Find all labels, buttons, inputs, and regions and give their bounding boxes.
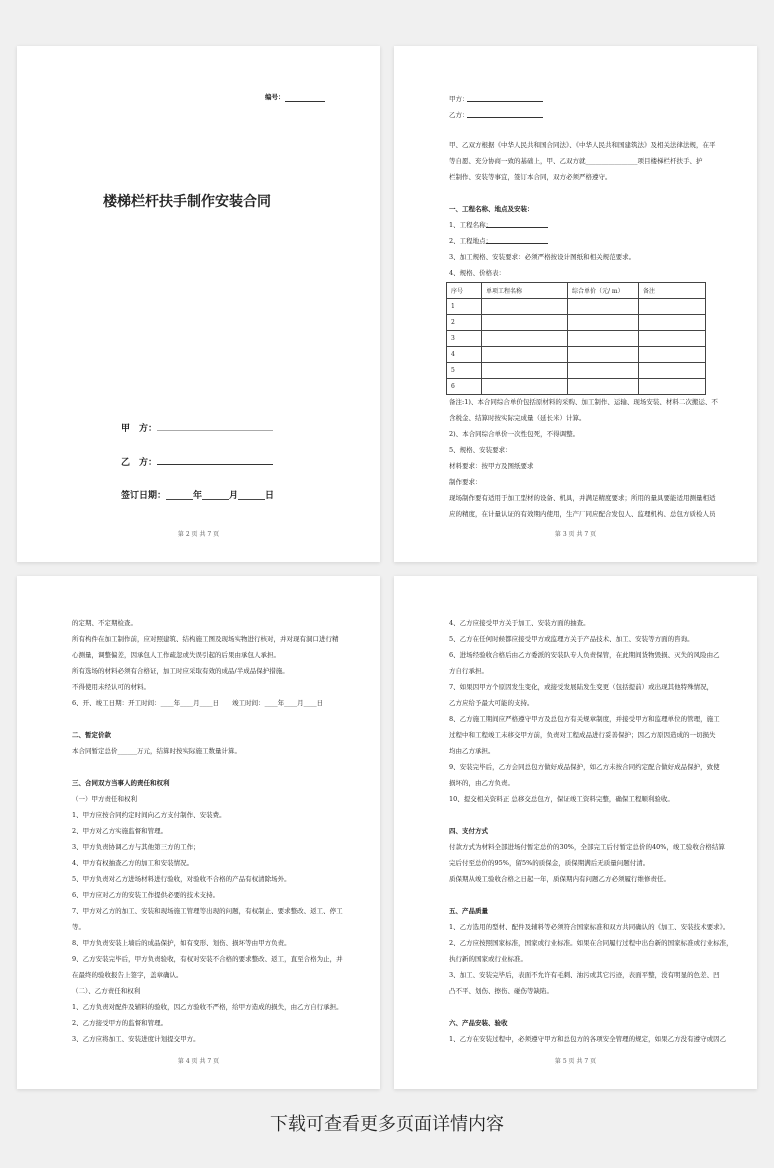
clause-line: 在最终的验收报告上签字，盖章确认。 [72,971,183,979]
clause-line: 5、甲方负责对乙方进场材料进行验收，对验收不合格的产品有权清除场外。 [72,875,291,883]
page-footer: 第 4 页 共 7 页 [177,1058,220,1065]
intro-line: 等自愿、充分协商一致的基础上，甲、乙双方就________________项目楼梯栏杆扶手、护 [449,157,703,165]
clause-line: 等。 [72,923,85,931]
payment-line: 付款方式为材料全部进场付暂定总价的30%，全部完工后付暂定总价的40%，竣工验收合格结算 [449,843,725,851]
table-cell: 2 [447,315,482,331]
clause-line: 8、甲方负责安装上墙后的成品保护，如有变形、划伤、损坏等由甲方负责。 [72,939,291,947]
clause-line: 9、乙方安装完毕后，甲方负责验收，有权对安装不合格的要求整改、返工，直至合格为止，并 [72,955,343,963]
price-table [446,282,706,395]
party-b-label: 乙方： [449,111,469,119]
quality-line: 2、乙方应按照国家标准，国家或行业标准。如果在合同履行过程中出台新的国家标准或行业标准， [449,939,733,947]
clause-line: 9、安装完毕后，乙方会同总包方做好成品保护，如乙方未按合同约定配合做好成品保护，致使 [449,763,720,771]
quality-line: 凸不平、划伤、擦伤、碰伤等缺陷。 [449,987,553,995]
clause-line: 3、乙方应将加工、安装进度计划提交甲方。 [72,1035,200,1043]
clause-line: 1、乙方负责对配件及辅料的验收，因乙方验收不严格，给甲方造成的损失，由乙方自行承担。 [72,1003,343,1011]
table-header-cell: 单项工程名称 [482,283,568,299]
spec-heading: 5、规格、安装要求： [449,446,512,454]
section-title: 二、暂定价款 [72,731,111,739]
material-requirement: 材料要求：按甲方及图纸要求 [449,462,534,470]
body-line: 本合同暂定总价______万元，结算时按实际施工数量计算。 [72,747,241,755]
page-5 [394,576,757,1089]
table-header-cell: 序号 [447,283,482,299]
contract-title: 楼梯栏杆扶手制作安装合同 [103,194,271,210]
make-requirement: 制作要求： [449,478,482,486]
project-location-label: 2、工程地点： [449,237,493,245]
price-table-label: 4、规格、价格表： [449,269,506,277]
table-cell: 3 [447,331,482,347]
body-line: 不得使用未经认可的材料。 [72,683,150,691]
table-header-row [447,283,706,299]
clause-line: 3、甲方负责协调乙方与其他第三方的工作； [72,843,200,851]
make-line: 现场制作要有适用于加工型材的设备、机具，并满足精度要求；所用的量具要能适用测量相适 [449,494,716,502]
page-2-cover [17,46,380,562]
table-row [447,315,706,331]
clause-line: 均由乙方承担。 [449,747,495,755]
schedule-line: 6、开、竣工日期：开工时间：____年____月____日 竣工时间：____年____月____日 [72,699,324,707]
clause-line: 6、进场经验收合格后由乙方委派的安装队专人负责保管，在此期间货物毁损、灭失的风险由乙 [449,651,720,659]
note-line: 备注:1)、本合同综合单价包括原材料的采购、加工制作、运输、现场安装、材料二次搬运、不 [449,398,718,406]
section-title: 三、合同双方当事人的责任和权利 [72,779,170,787]
section-title: 六、产品安装、验收 [449,1019,508,1027]
table-row [447,363,706,379]
payment-line: 完后付至总价的95%，留5%的质保金，质保期满后无质量问题付清。 [449,859,650,867]
table-row [447,331,706,347]
table-row [447,347,706,363]
quality-line: 1、乙方选用的型材、配件及辅料等必须符合国家标准和双方共同确认的《加工、安装技术要求》。 [449,923,730,931]
clause-line: 7、甲方对乙方的加工、安装和现场施工管理等出现的问题，有权制止、要求整改、返工、停工 [72,907,343,915]
clause-line: 过程中和工程竣工未移交甲方前，负责对工程成品进行妥善保护；因乙方原因造成的一切损失 [449,731,716,739]
party-b-label: 乙 方： [121,458,158,468]
clause-line: 7、如果因甲方个原因发生变化，或接受发展陆发生变更（包括提前）或出现其他特殊情况， [449,683,714,691]
page-footer: 第 2 页 共 7 页 [177,531,220,538]
party-b-line [467,117,543,118]
page-footer: 第 5 页 共 7 页 [554,1058,597,1065]
page-footer: 第 3 页 共 7 页 [554,531,597,538]
table-cell: 5 [447,363,482,379]
section-title: 四、支付方式 [449,827,488,835]
subsection-title: （二）、乙方责任和权利 [72,987,141,995]
clause-line: 乙方应给予最大可能的支持。 [449,699,534,707]
clause-line: 6、甲方应对乙方的安装工作提供必要的技术支持。 [72,891,220,899]
table-cell: 6 [447,379,482,395]
body-line: 心测量，调整偏差，因承包人工作疏忽或失误引起的后果由承包人承担。 [72,651,280,659]
table-header-cell: 综合单价（元/ m） [568,283,639,299]
contract-number-label: 编号： [265,93,285,101]
clause-line: 损坏的，由乙方负责。 [449,779,514,787]
party-a-line [467,101,543,102]
intro-line: 栏制作、安装等事宜，签订本合同，双方必须严格遵守。 [449,173,612,181]
clause-line: 2、乙方接受甲方的监督和管理。 [72,1019,168,1027]
intro-line: 甲、乙双方根据《中华人民共和国合同法》、《中华人民共和国建筑法》及相关法律法规，在平 [449,141,716,149]
clause-line: 10、提交相关资料正 总移交总包方，保证竣工资料完整，确保工程顺利验收。 [449,795,674,803]
body-line: 所有选场的材料必须有合格证，加工时应采取有效的成品/半成品保护措施。 [72,667,289,675]
party-a-label: 甲方： [449,95,469,103]
spec-line: 3、加工规格、安装要求：必须严格按设计图纸和相关规范要求。 [449,253,636,261]
sign-date: 签订日期：______年______月______日 [121,491,275,501]
make-line: 应的精度，在计量认证的有效期内使用，生产厂同应配合发包人、监理机构、总包方质检人员 [449,510,716,518]
body-line: 所有构件在加工制作前，应对照建筑、结构施工图及现场实物进行核对，并对现有洞口进行精 [72,635,339,643]
page-3 [394,46,757,562]
table-cell: 1 [447,299,482,315]
download-caption[interactable]: 下载可查看更多页面详情内容 [270,1114,504,1135]
page-4 [17,576,380,1089]
contract-number-line [285,101,325,102]
table-header-cell: 备注 [639,283,706,299]
quality-line: 执行新的国家或行业标准。 [449,955,527,963]
table-row [447,379,706,395]
project-location-line [486,243,548,244]
clause-line: 4、乙方应接受甲方关于加工、安装方面的抽查。 [449,619,590,627]
body-line: 的定期、不定期检查。 [72,619,137,627]
clause-line: 1、甲方应按合同约定时间向乙方支付制作、安装费。 [72,811,226,819]
table-row [447,299,706,315]
payment-line: 质保期从竣工验收合格之日起一年，质保期内有问题乙方必须履行维修责任。 [449,875,670,883]
party-b-line [157,464,273,465]
clause-line: 方自行承担。 [449,667,488,675]
clause-line: 4、甲方有权抽查乙方的加工和安装情况。 [72,859,194,867]
table-cell: 4 [447,347,482,363]
project-name-label: 1、工程名称： [449,221,493,229]
note-line: 2)、本合同综合单价一次性包死，不得调整。 [449,430,580,438]
subsection-title: （一）甲方责任和权利 [72,795,137,803]
section-title: 五、产品质量 [449,907,488,915]
install-line: 1、乙方在安装过程中，必须遵守甲方和总包方的各项安全管理的规定，如果乙方没有遵守或因乙 [449,1035,727,1043]
project-name-line [486,227,548,228]
quality-line: 3、加工、安装完毕后，表面不允许有毛刺、油污或其它污迹，表面平整，没有明显的色差、凹 [449,971,720,979]
clause-line: 8、乙方施工期间应严格遵守甲方及总包方有关规章制度，并接受甲方和监理单位的管理，施工 [449,715,720,723]
party-a-line [157,430,273,431]
clause-line: 5、乙方在任何时候都应接受甲方或监理方关于产品技术、加工、安装等方面的咨询。 [449,635,694,643]
clause-line: 2、甲方对乙方实施监督和管理。 [72,827,168,835]
section-title: 一、工程名称、地点及安装： [449,205,534,213]
note-line: 含税金、结算时按实际完成量（延长米）计算。 [449,414,586,422]
party-a-label: 甲 方： [121,424,158,434]
